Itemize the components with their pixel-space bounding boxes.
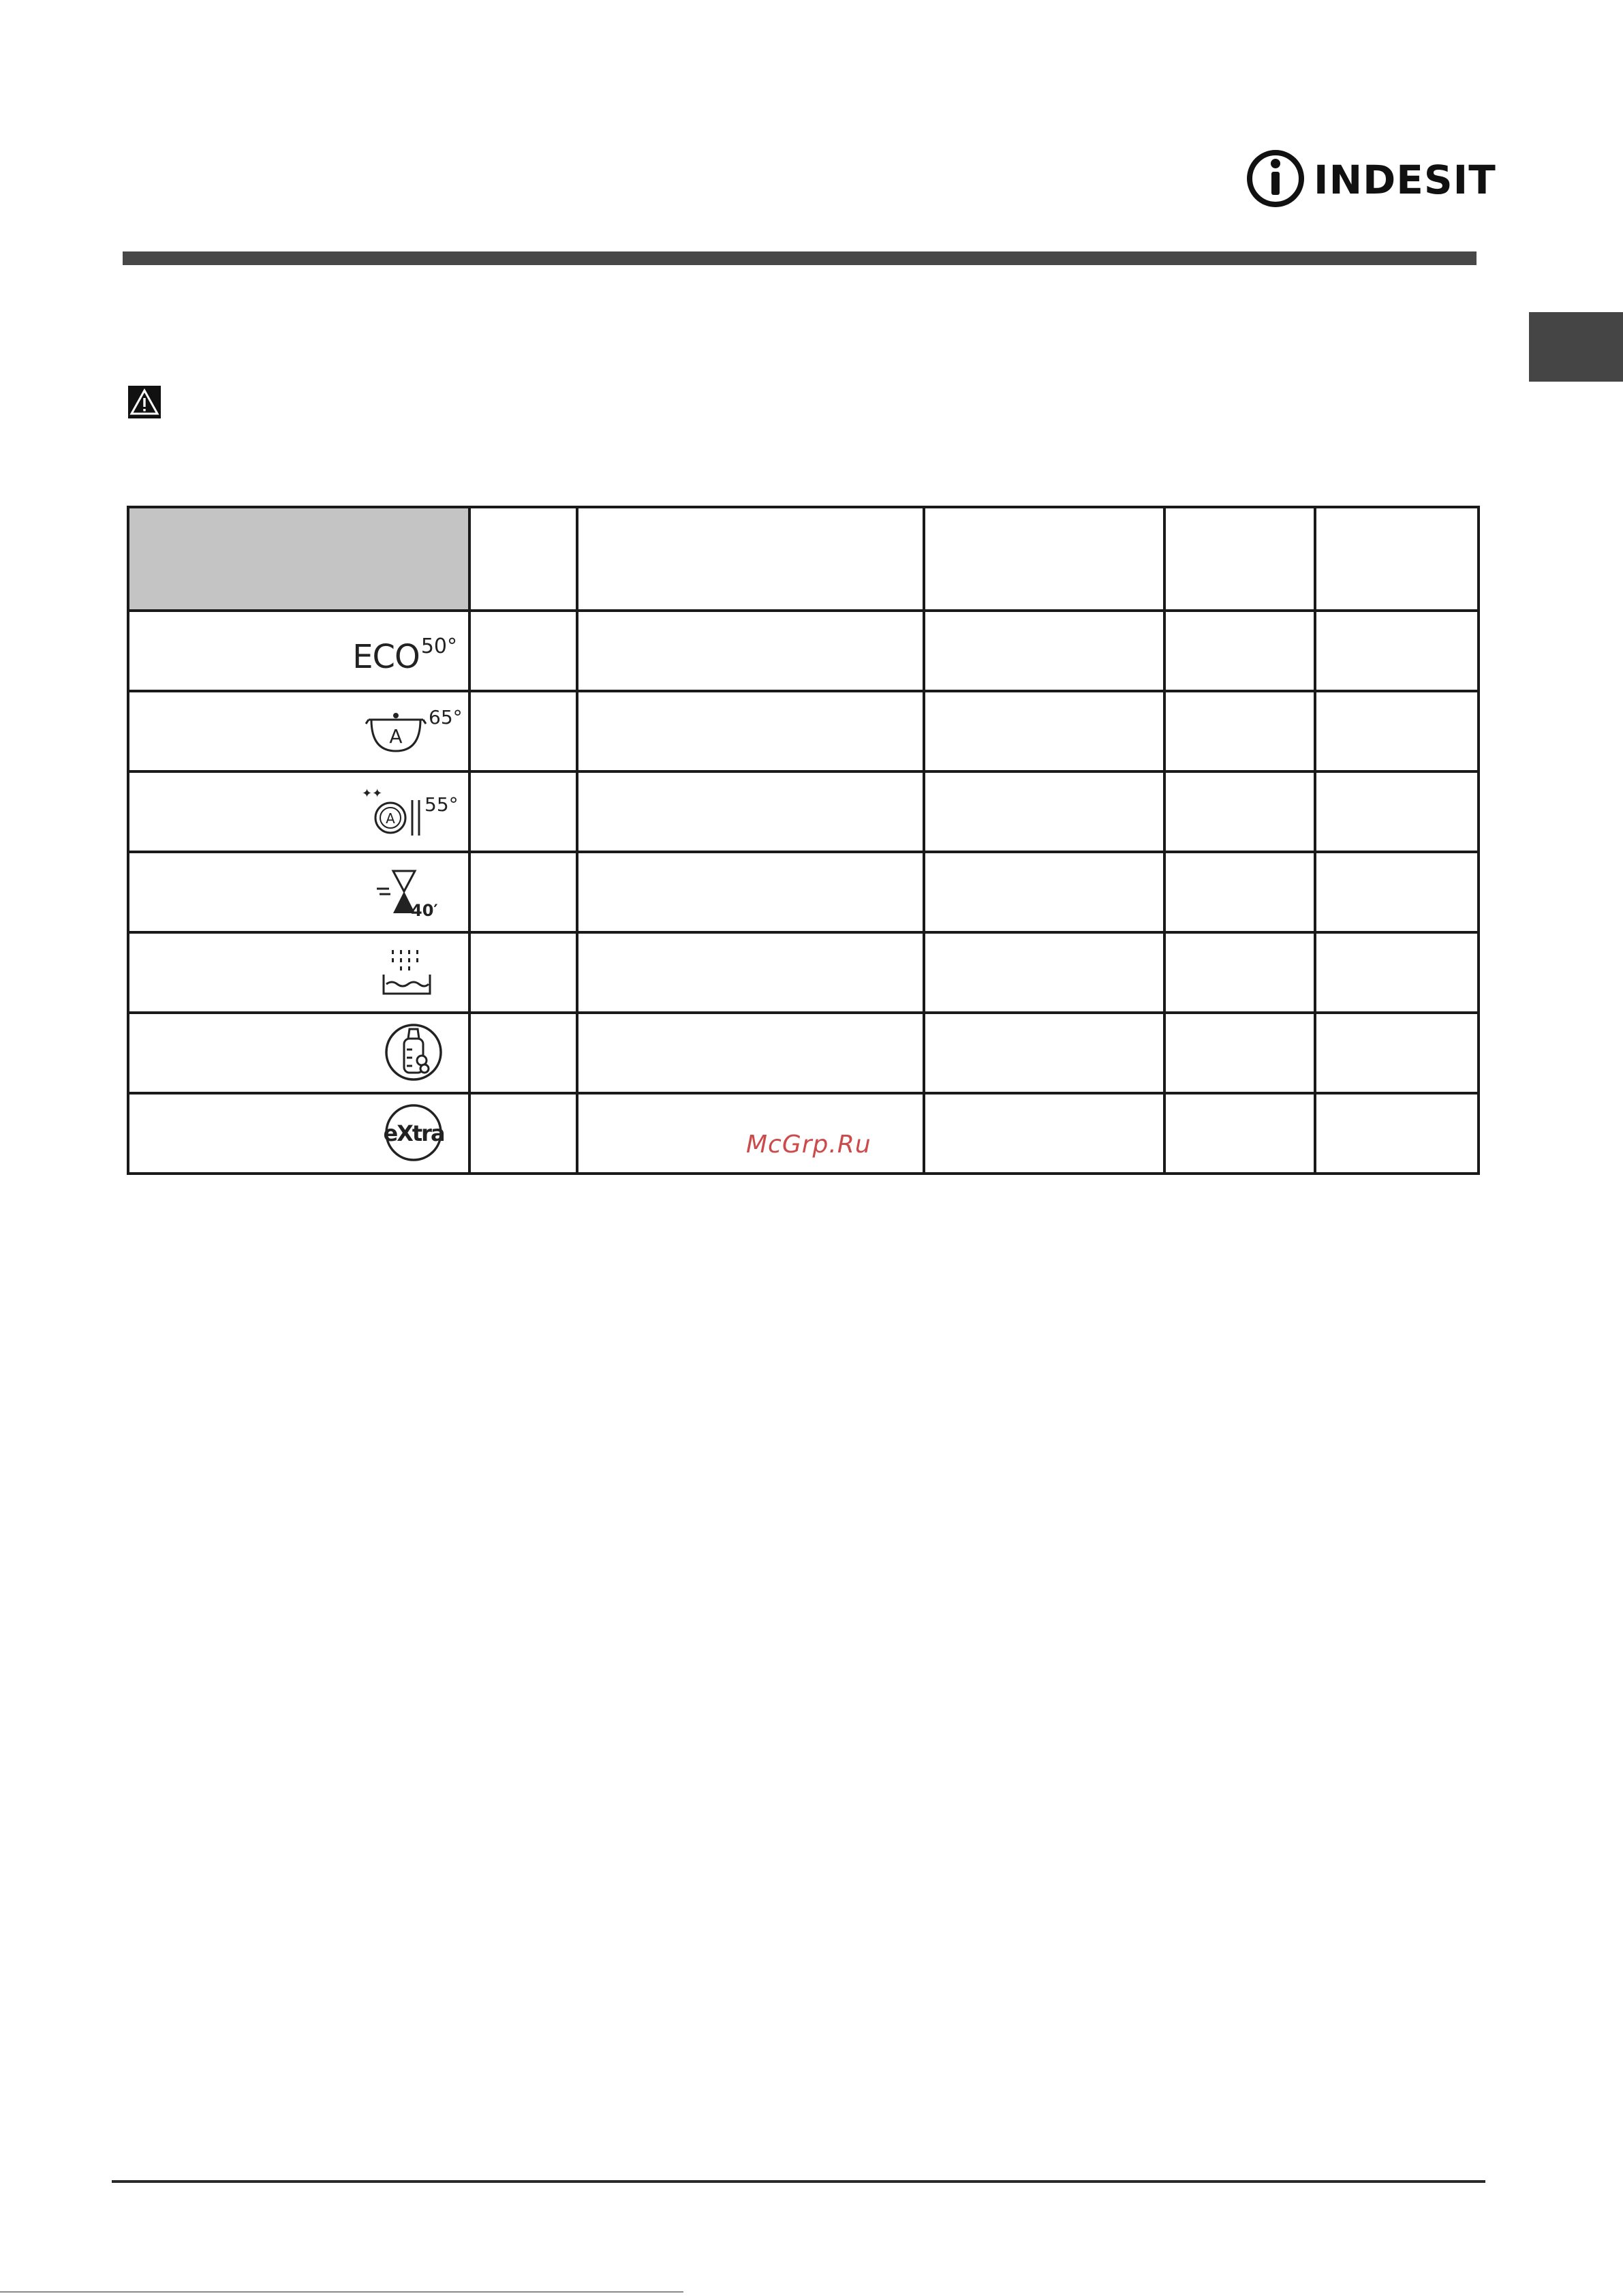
table-cell [577, 1013, 924, 1093]
auto-sanitize-55-icon [360, 784, 463, 838]
table-cell [1315, 852, 1479, 932]
svg-text:A: A [389, 725, 403, 748]
table-cell [1164, 611, 1315, 691]
svg-text:eXtra: eXtra [383, 1120, 444, 1146]
table-cell [469, 611, 577, 691]
table-cell [577, 611, 924, 691]
table-cell [924, 691, 1164, 771]
watermark-text: McGrp.Ru [746, 1131, 871, 1159]
table-cell [1315, 691, 1479, 771]
svg-text:55°: 55° [424, 793, 459, 816]
language-tab [1529, 312, 1623, 382]
footer-rule [112, 2180, 1485, 2183]
table-cell [469, 1013, 577, 1093]
table-cell [1164, 1093, 1315, 1174]
table-cell [469, 852, 577, 932]
table-cell [577, 932, 924, 1013]
table-cell [1164, 691, 1315, 771]
table-row [128, 691, 1479, 771]
programme-cell [128, 691, 469, 771]
table-cell [1164, 852, 1315, 932]
svg-text:40′: 40′ [411, 901, 438, 920]
table-header-row [128, 507, 1479, 611]
indesit-logo [1246, 144, 1496, 213]
table-cell [469, 771, 577, 852]
table-cell [1164, 932, 1315, 1013]
programme-cell [128, 611, 469, 691]
page-edge-line [0, 2291, 683, 2293]
table-row [128, 1013, 1479, 1093]
table-cell [1315, 932, 1479, 1013]
table-cell [1315, 611, 1479, 691]
table-cell [924, 852, 1164, 932]
intensive-65-icon [366, 703, 461, 758]
header-cell [1164, 507, 1315, 611]
header-cell [924, 507, 1164, 611]
header-rule [123, 251, 1477, 265]
header-cell [577, 507, 924, 611]
programme-cell [128, 1093, 469, 1174]
table-row [128, 771, 1479, 852]
table-cell [1315, 1013, 1479, 1093]
table-cell [1315, 1093, 1479, 1174]
table-cell [1164, 1013, 1315, 1093]
table-cell [924, 771, 1164, 852]
eco-50-icon: ECO50° [352, 634, 457, 676]
table-cell [1164, 771, 1315, 852]
table-row [128, 932, 1479, 1013]
extra-icon [384, 1103, 444, 1163]
table-cell [924, 611, 1164, 691]
table-cell [577, 691, 924, 771]
header-cell [469, 507, 577, 611]
baby-bottle-icon [384, 1022, 444, 1082]
svg-text:INDESIT: INDESIT [1314, 157, 1496, 203]
table-cell [924, 1093, 1164, 1174]
table-row [128, 852, 1479, 932]
programme-cell [128, 771, 469, 852]
programme-cell [128, 852, 469, 932]
table-cell [577, 771, 924, 852]
svg-text:✦✦: ✦✦ [362, 786, 383, 801]
prewash-icon [380, 945, 434, 999]
table-cell [924, 1013, 1164, 1093]
table-cell [469, 932, 577, 1013]
table-cell [1315, 771, 1479, 852]
programme-cell [128, 932, 469, 1013]
table-cell [924, 932, 1164, 1013]
table-row [128, 611, 1479, 691]
svg-text:65°: 65° [429, 706, 463, 729]
header-cell-programme [128, 507, 469, 611]
programme-cell [128, 1013, 469, 1093]
table-cell [469, 691, 577, 771]
quick-40-icon [375, 864, 444, 919]
table-cell [469, 1093, 577, 1174]
svg-text:A: A [386, 810, 395, 827]
header-cell [1315, 507, 1479, 611]
warning-icon [128, 386, 161, 418]
programme-table [127, 506, 1480, 1175]
table-cell [577, 852, 924, 932]
